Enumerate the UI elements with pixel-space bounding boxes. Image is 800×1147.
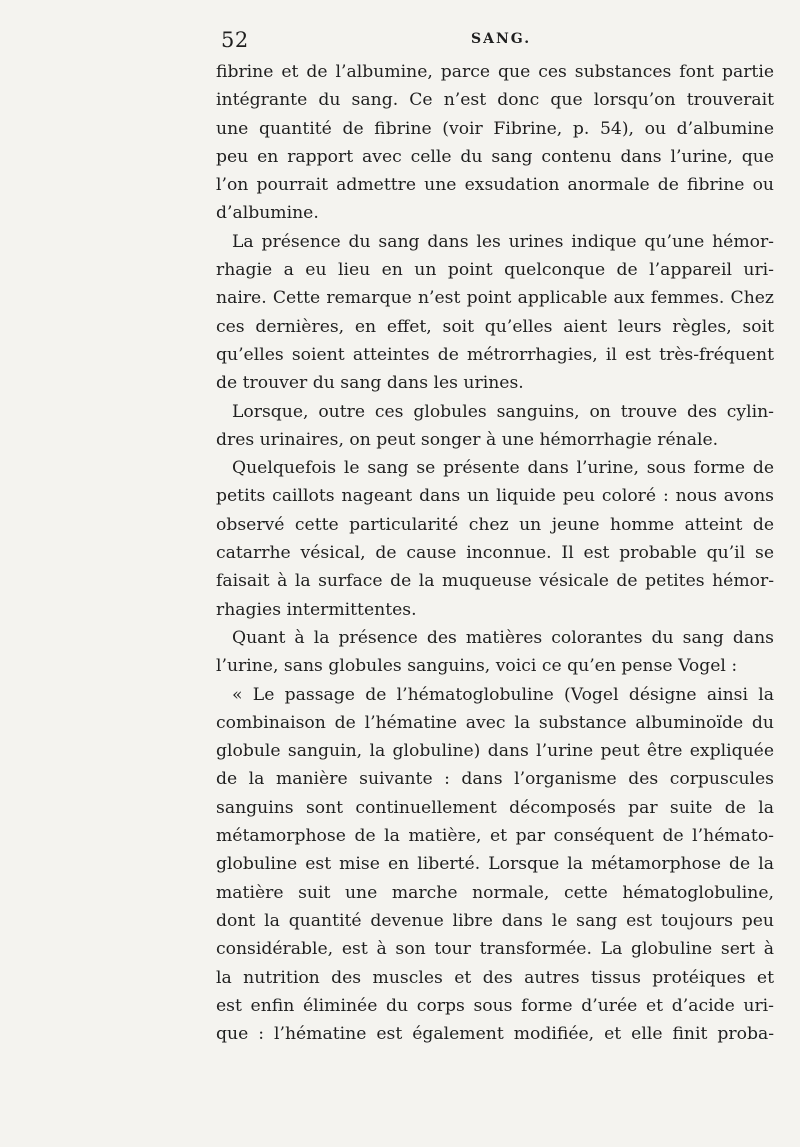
text-line: Lorsque, outre ces globules sanguins, on trouve des cylin- (232, 401, 774, 422)
text-line: sanguins sont continuellement décomposés par suite de la (216, 797, 774, 818)
text-line: combinaison de l’hématine avec la substance albuminoïde du (216, 712, 774, 733)
body-text (216, 58, 774, 1048)
text-line: globuline est mise en liberté. Lorsque la métamorphose de la (216, 854, 774, 875)
text-line: intégrante du sang. Ce n’est donc que lorsqu’on trouverait (216, 90, 774, 111)
text-line: la nutrition des muscles et des autres tissus protéiques et (216, 967, 774, 988)
text-line: petits caillots nageant dans un liquide peu coloré : nous avons (216, 486, 774, 507)
text-line: de trouver du sang dans les urines. (216, 373, 524, 394)
text-line: peu en rapport avec celle du sang contenu dans l’urine, que (216, 146, 774, 167)
text-line: faisait à la surface de la muqueuse vésicale de petites hémor- (216, 571, 774, 592)
text-line: d’albumine. (216, 203, 319, 224)
text-line: dont la quantité devenue libre dans le sang est toujours peu (216, 910, 774, 931)
text-line: qu’elles soient atteintes de métrorrhagies, il est très-fréquent (216, 344, 774, 365)
text-line: fibrine et de l’albumine, parce que ces substances font partie (216, 62, 774, 82)
text-line: une quantité de fibrine (voir Fibrine, p. 54), ou d’albumine (216, 118, 774, 139)
page-header (213, 24, 773, 56)
text-line: l’urine, sans globules sanguins, voici ce qu’en pense Vogel : (216, 656, 738, 677)
text-line: globule sanguin, la globuline) dans l’urine peut être expliquée (216, 741, 774, 762)
text-line: La présence du sang dans les urines indique qu’une hémor- (232, 231, 774, 252)
text-line: Quant à la présence des matières colorantes du sang dans (232, 627, 774, 648)
text-line: considérable, est à son tour transformée. La globuline sert à (216, 939, 774, 960)
text-line: métamorphose de la matière, et par conséquent de l’hémato- (216, 826, 774, 847)
text-line: de la manière suivante : dans l’organisme des corpuscules (216, 769, 774, 790)
page-number: 52 (221, 28, 249, 52)
running-head: SANG. (471, 31, 532, 47)
text-line: matière suit une marche normale, cette hématoglobuline, (216, 882, 774, 903)
text-line: ces dernières, en effet, soit qu’elles aient leurs règles, soit (216, 316, 774, 337)
text-line: l’on pourrait admettre une exsudation anormale de fibrine ou (216, 175, 774, 196)
text-line: que : l’hématine est également modifiée, et elle finit proba- (216, 1024, 774, 1045)
text-line: rhagies intermittentes. (216, 599, 417, 620)
text-line: « Le passage de l’hématoglobuline (Vogel désigne ainsi la (232, 684, 774, 705)
text-line: est enfin éliminée du corps sous forme d’urée et d’acide uri- (216, 995, 774, 1016)
text-line: rhagie a eu lieu en un point quelconque de l’appareil uri- (216, 260, 774, 281)
text-line: observé cette particularité chez un jeune homme atteint de (216, 514, 774, 535)
text-line: dres urinaires, on peut songer à une hémorrhagie rénale. (216, 429, 719, 450)
text-line: naire. Cette remarque n’est point applicable aux femmes. Chez (216, 288, 774, 309)
text-line: Quelquefois le sang se présente dans l’urine, sous forme de (232, 458, 774, 479)
text-line: catarrhe vésical, de cause inconnue. Il est probable qu’il se (216, 543, 774, 564)
